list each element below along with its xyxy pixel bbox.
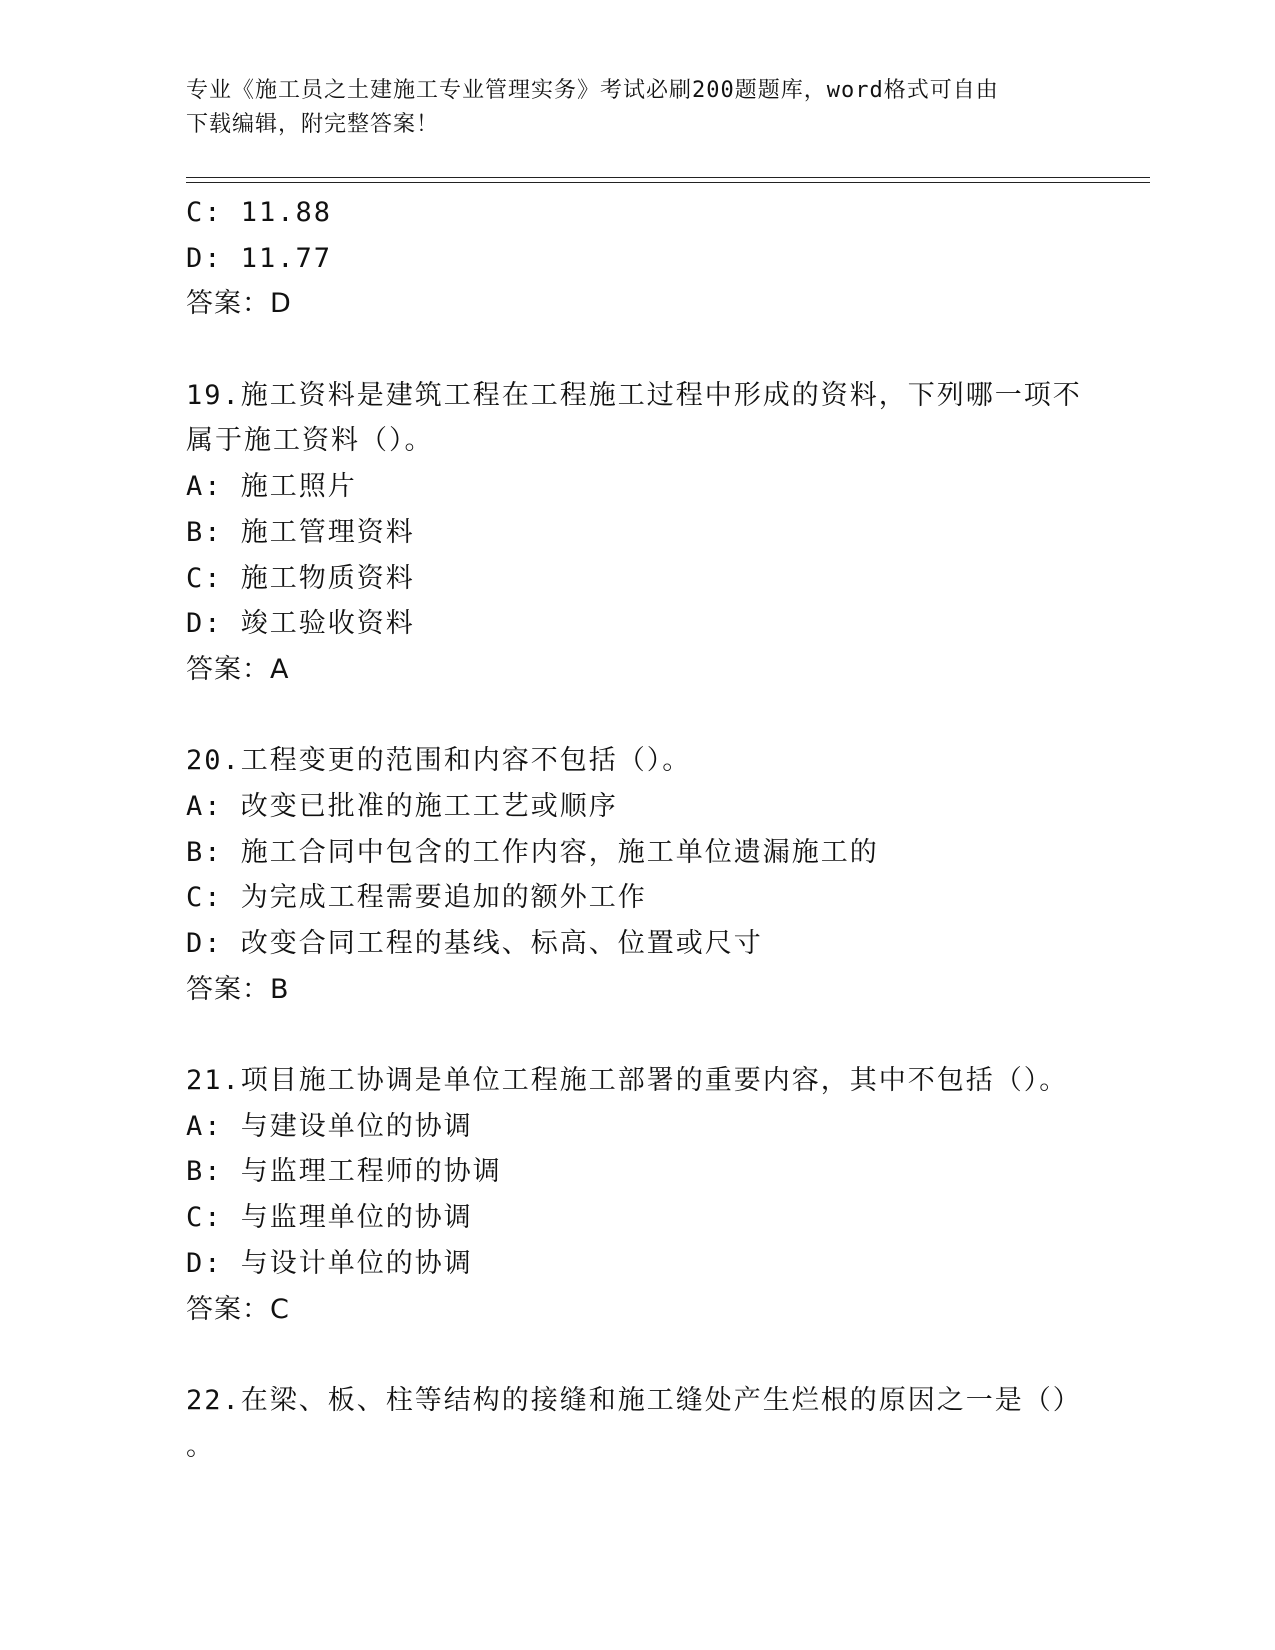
answer-line: 答案：D bbox=[186, 288, 292, 320]
option-c: C: 11.88 bbox=[186, 197, 333, 228]
header-divider-top bbox=[186, 177, 1150, 178]
option-c: C: 施工物质资料 bbox=[186, 562, 415, 594]
answer-line: 答案：C bbox=[186, 1293, 290, 1325]
option-b: B: 施工合同中包含的工作内容，施工单位遗漏施工的 bbox=[186, 836, 879, 868]
option-b: B: 与监理工程师的协调 bbox=[186, 1156, 502, 1188]
option-a: A: 与建设单位的协调 bbox=[186, 1110, 473, 1142]
option-a: A: 施工照片 bbox=[186, 471, 357, 503]
question-stem-line-2: 。 bbox=[186, 1430, 215, 1462]
answer-line: 答案：B bbox=[186, 973, 290, 1005]
option-b: B: 施工管理资料 bbox=[186, 516, 415, 548]
option-d: D: 竣工验收资料 bbox=[186, 608, 415, 640]
question-19 bbox=[186, 373, 1086, 693]
question-stem-line-1: 20.工程变更的范围和内容不包括（）。 bbox=[186, 745, 692, 777]
question-stem-line-1: 22.在梁、板、柱等结构的接缝和施工缝处产生烂根的原因之一是（） bbox=[186, 1384, 1082, 1416]
option-c: C: 与监理单位的协调 bbox=[186, 1202, 473, 1234]
answer-line: 答案：A bbox=[186, 653, 290, 685]
header-line-2: 下载编辑，附完整答案！ bbox=[186, 112, 440, 137]
question-stem-line-1: 19.施工资料是建筑工程在工程施工过程中形成的资料，下列哪一项不 bbox=[186, 379, 1082, 411]
option-d: D: 11.77 bbox=[186, 242, 333, 274]
spacer bbox=[186, 693, 1086, 739]
spacer bbox=[186, 1012, 1086, 1058]
question-20 bbox=[186, 738, 1086, 1012]
question-21 bbox=[186, 1058, 1086, 1332]
spacer bbox=[186, 327, 1086, 373]
question-stem-line-2: 属于施工资料（）。 bbox=[186, 425, 434, 457]
question-18-tail bbox=[186, 190, 1086, 327]
header-line-1: 专业《施工员之土建施工专业管理实务》考试必刷200题题库，word格式可自由 bbox=[186, 78, 999, 103]
document-header bbox=[186, 74, 1086, 142]
spacer bbox=[186, 1332, 1086, 1378]
question-list bbox=[186, 190, 1086, 1469]
header-divider-bottom bbox=[186, 182, 1150, 183]
option-a: A: 改变已批准的施工工艺或顺序 bbox=[186, 790, 618, 822]
question-22 bbox=[186, 1378, 1086, 1469]
option-d: D: 改变合同工程的基线、标高、位置或尺寸 bbox=[186, 928, 763, 959]
option-d: D: 与设计单位的协调 bbox=[186, 1247, 473, 1279]
option-c: C: 为完成工程需要追加的额外工作 bbox=[186, 882, 647, 914]
question-stem-line-1: 21.项目施工协调是单位工程施工部署的重要内容，其中不包括（）。 bbox=[186, 1065, 1069, 1097]
